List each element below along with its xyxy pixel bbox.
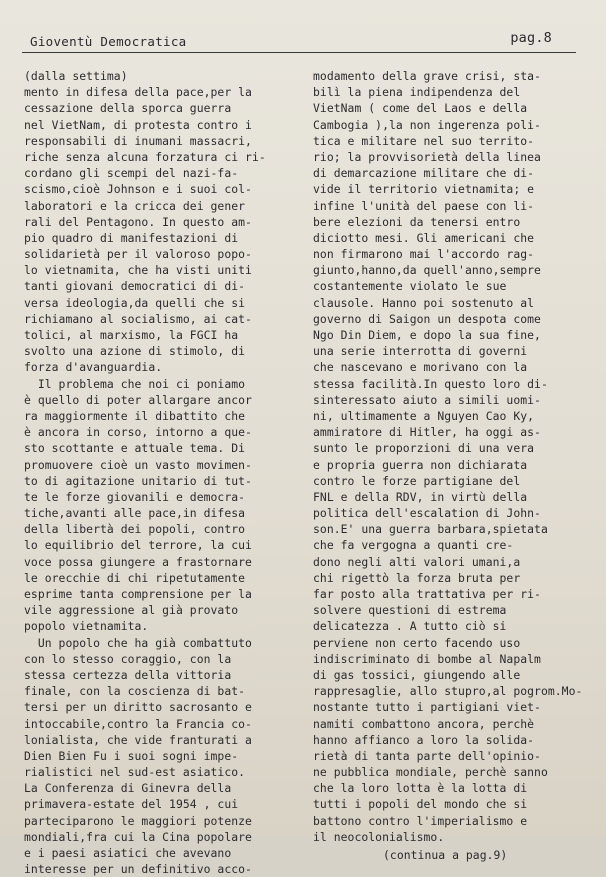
text-line: esprime tanta comprensione per la	[24, 587, 252, 601]
text-line: che fa vergogna a quanti cre-	[313, 538, 514, 553]
text-line: ra maggiormente il dibattito che	[24, 408, 246, 423]
text-line: di gas tossici, giungendo alle	[313, 667, 521, 682]
text-line: di demarcazione militare che di-	[313, 166, 535, 181]
text-line: della libertà dei popoli, contro	[24, 522, 246, 537]
text-line: rappresaglie, allo stupro,al pogrom.Mo-	[313, 684, 583, 699]
text-line: primavera-estate del 1954 , cui	[24, 797, 239, 812]
text-line: responsabili di inumani massacri,	[24, 133, 252, 148]
text-line: delicatezza . A tutto ciò si	[313, 619, 507, 634]
text-line: sto scottante e attuale tema. Di	[24, 441, 246, 456]
text-line: FNL e della RDV, in virtù della	[313, 489, 528, 504]
text-line: parteciparono le maggiori potenze	[24, 813, 252, 828]
text-line: ne pubblica mondiale, perchè sanno	[313, 765, 548, 780]
text-line: Dien Bien Fu i suoi sogni impe-	[24, 748, 239, 763]
text-line: governo di Saigon un despota come	[313, 311, 541, 326]
text-line: Ngo Din Diem, e dopo la sua fine,	[313, 328, 541, 342]
text-line: le orecchie di chi ripetutamente	[24, 570, 246, 585]
text-line: è quello di poter allargare ancor	[24, 392, 252, 407]
text-line: dono negli alti valori umani,a	[313, 554, 521, 569]
text-line: il neocolonialismo.	[313, 829, 445, 844]
text-line: rialistici nel sud-est asiatico.	[24, 765, 246, 780]
text-line: son.E' una guerra barbara,spietata	[313, 522, 548, 537]
text-line: riche senza alcuna forzatura ci ri-	[24, 149, 266, 164]
text-line: te le forze giovanili e democra-	[24, 489, 246, 504]
text-line: non firmarono mai l'accordo rag-	[313, 247, 535, 262]
text-line: costantemente violato le sue	[313, 279, 507, 294]
text-line: nel VietNam, di protesta contro i	[24, 117, 252, 132]
text-line: e propria guerra non dichiarata	[313, 457, 528, 472]
text-line: clausole. Hanno poi sostenuto al	[313, 295, 535, 310]
text-line: che nascevano e morivano con la	[313, 360, 528, 375]
text-line: e i paesi asiatici che avevano	[24, 846, 232, 860]
text-line: voce possa giungere a frastornare	[24, 554, 252, 569]
text-line: tica e militare nel suo territo-	[313, 133, 535, 148]
text-line: popolo vietnamita.	[24, 619, 149, 634]
text-line: scismo,cioè Johnson e i suoi col-	[24, 182, 252, 197]
text-line: (dalla settima)	[24, 69, 128, 83]
text-line: bilì la piena indipendenza del	[313, 85, 521, 100]
text-line: giunto,hanno,da quell'anno,sempre	[313, 263, 541, 278]
text-line: modamento della grave crisi, sta-	[313, 69, 541, 83]
text-line: interesse per un definitivo acco-	[24, 862, 252, 877]
text-line: promuovere cioè un vasto movimen-	[24, 457, 252, 472]
page-header	[22, 28, 576, 56]
text-line: stessa facilità.In questo loro di-	[313, 376, 548, 391]
text-line: Un popolo che ha già combattuto	[24, 635, 252, 650]
text-line: lo vietnamita, che ha visti uniti	[24, 263, 252, 278]
text-line: pio quadro di manifestazioni di	[24, 230, 239, 245]
text-line: hanno affianco a loro la solida-	[313, 732, 535, 747]
text-line: solvere questioni di estrema	[313, 603, 507, 618]
text-line: tersi per un diritto sacrosanto e	[24, 700, 252, 715]
text-line: solidarietà per il valoroso popo-	[24, 247, 252, 262]
text-line: contro le forze partigiane del	[313, 473, 521, 488]
text-line: vide il territorio vietnamita; e	[313, 182, 535, 197]
text-line: tiche,avanti alle pace,in difesa	[24, 506, 246, 521]
journal-title: Gioventù Democratica	[30, 34, 187, 49]
text-line: rio; la provvisorietà della linea	[313, 149, 541, 164]
text-line: che la loro lotta è la lotta di	[313, 781, 528, 796]
text-line: svolto una azione di stimolo, di	[24, 344, 246, 359]
text-line: vile aggressione al già provato	[24, 603, 239, 618]
text-line: battono contro l'imperialismo e	[313, 813, 528, 828]
right-column	[313, 68, 597, 863]
text-line: intoccabile,contro la Francia co-	[24, 716, 252, 731]
text-line: versa ideologia,da quelli che si	[24, 295, 246, 310]
left-column	[24, 68, 309, 877]
text-line: tutti i popoli del mondo che si	[313, 797, 528, 812]
text-line: rietà di tanta parte dell'opinio-	[313, 748, 541, 763]
text-line: infine l'unità del paese con li-	[313, 198, 535, 213]
text-line: bere elezioni da tenersi entro	[313, 214, 521, 229]
text-line: perviene non certo facendo uso	[313, 635, 521, 650]
page-number: pag.8	[510, 30, 552, 46]
text-line: finale, con la coscienza di bat-	[24, 684, 246, 699]
text-line: namiti combattono ancora, perchè	[313, 716, 535, 731]
text-line: mento in difesa della pace,per la	[24, 85, 252, 100]
text-line: chi rigettò la forza bruta per	[313, 570, 521, 585]
text-line: indiscriminato di bombe al Napalm	[313, 651, 541, 666]
continuation-note: (continua a pag.9)	[383, 848, 508, 862]
text-line: richiamano al socialismo, ai cat-	[24, 311, 252, 326]
text-line: to di agitazione unitario di tut-	[24, 473, 252, 488]
text-line: nostante tutto i partigiani viet-	[313, 700, 541, 715]
text-line: forza d'avanguardia.	[24, 360, 163, 375]
text-line: è ancora in corso, intorno a que-	[24, 425, 252, 440]
text-line: far posto alla trattativa per ri-	[313, 587, 541, 601]
text-line: tolici, al marxismo, la FGCI ha	[24, 328, 239, 342]
text-line: una serie interrotta di governi	[313, 344, 528, 359]
text-line: Il problema che noi ci poniamo	[24, 376, 246, 391]
text-line: laboratori e la cricca dei gener	[24, 198, 246, 213]
text-line: ni, ultimamente a Nguyen Cao Ky,	[313, 408, 535, 423]
text-line: sunto le proporzioni di una vera	[313, 441, 535, 456]
text-line: ammiratore di Hitler, ha oggi as-	[313, 425, 541, 440]
text-line: Cambogia ),la non ingerenza poli-	[313, 117, 541, 132]
text-line: mondiali,fra cui la Cina popolare	[24, 829, 252, 844]
text-line: sinteressato aiuto a simili uomi-	[313, 392, 541, 407]
text-line: lonialista, che vide franturati a	[24, 732, 252, 747]
text-line: cordano gli scempi del nazi-fa-	[24, 166, 239, 181]
text-line: lo equilibrio del terrore, la cui	[24, 538, 252, 553]
text-line: con lo stesso coraggio, con la	[24, 651, 232, 666]
text-line: rali del Pentagono. In questo am-	[24, 214, 252, 229]
text-line: cessazione della sporca guerra	[24, 101, 232, 116]
text-line: La Conferenza di Ginevra della	[24, 781, 232, 796]
text-line: politica dell'escalation di John-	[313, 506, 541, 521]
text-line: tanti giovani democratici di di-	[24, 279, 246, 294]
text-line: stessa certezza della vittoria	[24, 667, 232, 682]
header-rule	[22, 52, 576, 53]
text-line: VietNam ( come del Laos e della	[313, 101, 528, 116]
text-line: diciotto mesi. Gli americani che	[313, 230, 535, 245]
